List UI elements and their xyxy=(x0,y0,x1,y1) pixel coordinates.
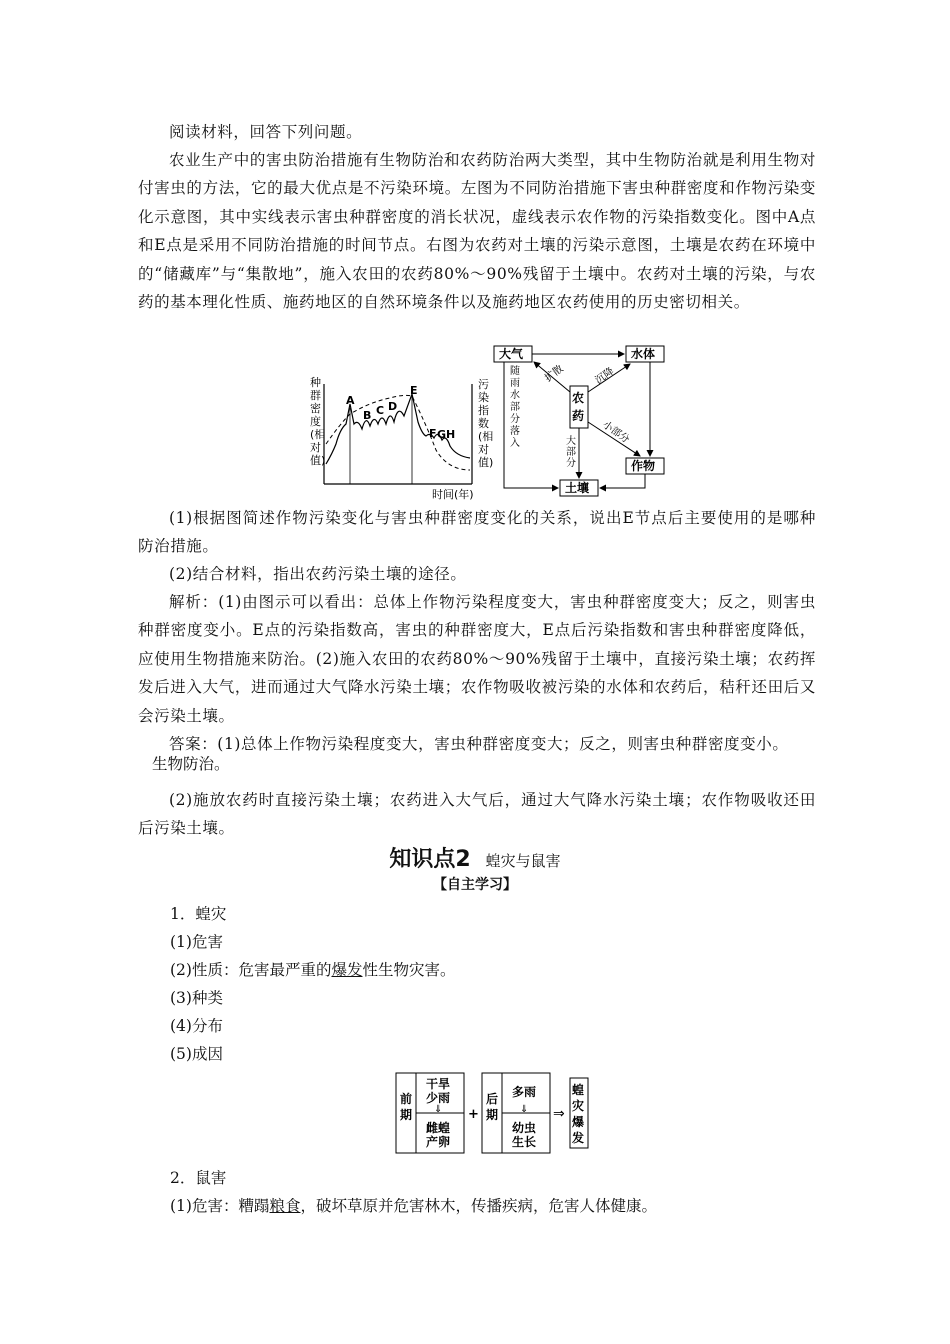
point-e-label: E xyxy=(410,384,418,397)
node-air: 大气 xyxy=(499,347,524,361)
locust-heading: 1．蝗灾 xyxy=(170,905,227,923)
intro-line: 阅读材料，回答下列问题。 xyxy=(169,123,363,141)
nature-underline: 爆发 xyxy=(331,961,363,979)
edge-settle: 沉降 xyxy=(593,365,617,387)
answer-1-tail: 生物防治。 xyxy=(152,755,230,773)
pest-pollution-chart xyxy=(300,374,500,504)
question-1: (1)根据图简述作物污染变化与害虫种群密度变化的关系，说出E节点后主要使用的是哪种防治措施。 xyxy=(138,509,816,556)
rat-harm-tail: ，破坏草原并危害林木，传播疾病，危害人体健康。 xyxy=(300,1197,657,1215)
locust-types: (3)种类 xyxy=(170,989,223,1007)
node-water: 水体 xyxy=(631,347,656,361)
locust-cause: (5)成因 xyxy=(170,1045,223,1063)
answer-1: 答案：(1)总体上作物污染程度变大，害虫种群密度变大；反之，则害虫种群密度变小。 xyxy=(169,735,789,753)
section-label: 知识点2 xyxy=(389,847,471,872)
nature-tail: 性生物灾害。 xyxy=(362,961,456,979)
analysis-paragraph: 解析：(1)由图示可以看出：总体上作物污染程度变大，害虫种群密度变大；反之，则害虫种群密度变小。E点的污染指数高，害虫的种群密度大，E点后污染指数和害虫种群密度降低，应使用生物措施来防治。(2)施入农田的农药80%～90%残留于土壤中，直接污染土壤；农药挥发后进入大气，进而通过大气降水污染土壤；农作物吸收被污染的水体和农药后，秸秆还田后又会污染土壤。 xyxy=(138,593,816,725)
point-d-label: D xyxy=(388,400,398,413)
locust-cause-diagram xyxy=(392,1070,592,1156)
pesticide-soil-diagram xyxy=(490,344,680,500)
edge-large-part: 大部分 xyxy=(566,436,576,469)
rat-heading: 2．鼠害 xyxy=(170,1169,227,1187)
rat-harm-prefix: (1)危害：糟蹋 xyxy=(170,1197,270,1215)
early-arrow: ⇓ xyxy=(434,1104,443,1115)
edge-small-part: 小部分 xyxy=(600,419,632,446)
answer-2: (2)施放农药时直接污染土壤；农药进入大气后，通过大气降水污染土壤；农作物吸收还田后污染土壤。 xyxy=(138,791,816,838)
point-g-label: G xyxy=(437,428,447,441)
point-a-label: A xyxy=(346,394,355,407)
late-arrow: ⇓ xyxy=(520,1104,529,1115)
section-heading xyxy=(0,842,950,873)
chart-ylabel-right: 污染指数(相对值) xyxy=(478,378,494,469)
material-paragraph: 农业生产中的害虫防治措施有生物防治和农药防治两大类型，其中生物防治就是利用生物对付害虫的方法，它的最大优点是不污染环境。左图为不同防治措施下害虫种群密度和作物污染变化示意图，其中实线表示害虫种群密度的消长状况，虚线表示农作物的污染指数变化。图中A点和E点是采用不同防治措施的时间节点。右图为农药对土壤的污染示意图，土壤是农药在环境中的“储藏库”与“集散地”，施入农田的农药80%～90%残留于土壤中。农药对土壤的污染，与农药的基本理化性质、施药地区的自然环境条件以及施药地区农药使用的历史密切相关。 xyxy=(138,151,816,312)
late-top: 多雨 xyxy=(512,1085,537,1099)
early-label: 前期 xyxy=(400,1092,413,1122)
self-study-label: 【自主学习】 xyxy=(433,877,517,893)
plus-sign: + xyxy=(468,1107,479,1122)
point-h-label: H xyxy=(446,428,456,441)
chart-ylabel-left: 种群密度(相对值) xyxy=(310,376,326,467)
rat-harm-underline: 粮食 xyxy=(269,1197,301,1215)
late-bottom: 幼虫生长 xyxy=(512,1121,537,1149)
nature-prefix: (2)性质：危害最严重的 xyxy=(170,961,332,979)
locust-nature xyxy=(170,958,456,980)
locust-harm: (1)危害 xyxy=(170,933,223,951)
point-c-label: C xyxy=(376,404,385,417)
section-topic: 蝗灾与鼠害 xyxy=(485,852,561,870)
edge-diffuse: 扩散 xyxy=(543,363,566,385)
node-crop: 作物 xyxy=(631,459,656,473)
result-box: 蝗灾爆发 xyxy=(572,1083,585,1145)
edge-rain: 随雨水部分落入 xyxy=(510,366,520,449)
rat-harm xyxy=(170,1194,657,1216)
result-arrow: ⇒ xyxy=(553,1106,565,1122)
early-bottom: 雌蝗产卵 xyxy=(426,1121,451,1149)
node-pesticide: 农药 xyxy=(572,391,585,423)
point-f-label: F xyxy=(429,427,437,440)
question-2: (2)结合材料，指出农药污染土壤的途径。 xyxy=(169,565,467,583)
node-soil: 土壤 xyxy=(565,481,590,495)
point-b-label: B xyxy=(363,409,372,422)
early-top: 干旱少雨 xyxy=(426,1077,451,1105)
late-label: 后期 xyxy=(486,1092,499,1122)
locust-distribution: (4)分布 xyxy=(170,1017,223,1035)
chart-xlabel: 时间(年) xyxy=(432,488,474,501)
